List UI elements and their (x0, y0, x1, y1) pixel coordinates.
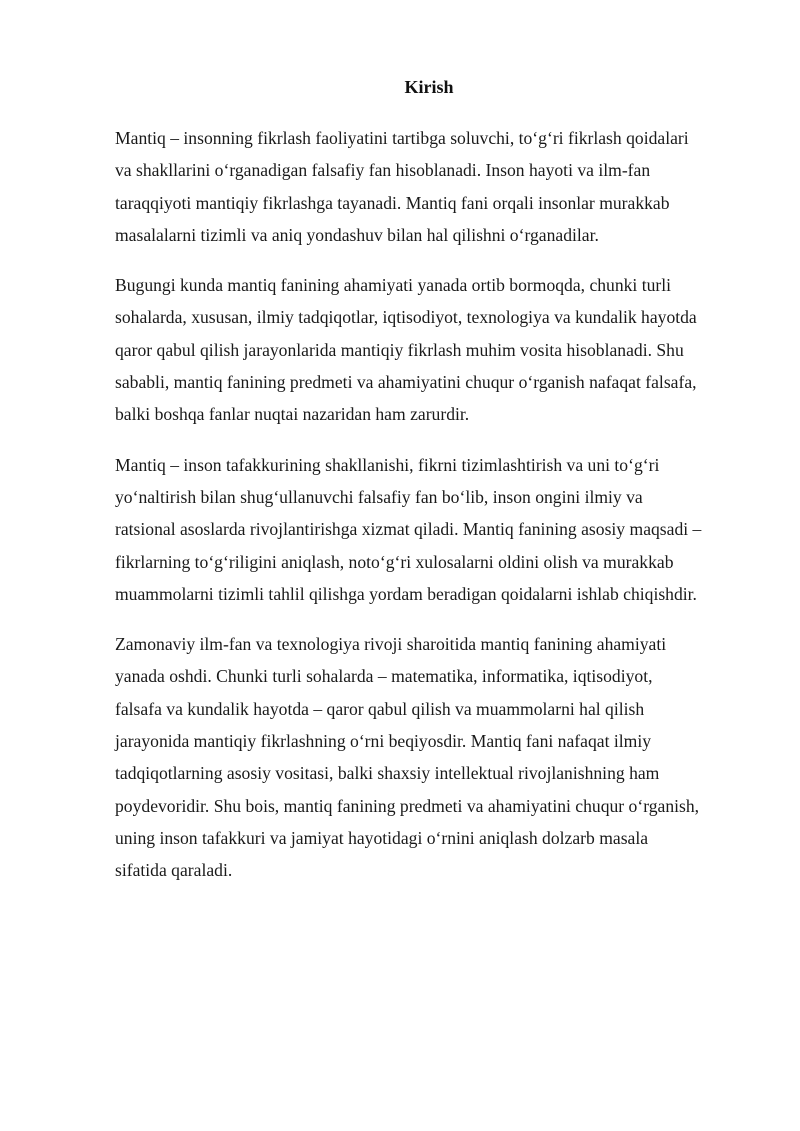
text-line: Mantiq – inson tafakkurining shakllanishi, fikrni tizimlashtirish va uni to‘g‘ri (115, 454, 660, 475)
paragraph-3 (115, 449, 760, 610)
document-body (115, 122, 760, 905)
text-line: poydevoridir. Shu bois, mantiq fanining predmeti va ahamiyatini chuqur o‘rganish, (115, 795, 700, 816)
text-line: falsafa va kundalik hayotda – qaror qabul qilish va muammolarni hal qilish (115, 698, 645, 719)
paragraph-1 (115, 122, 760, 251)
text-line: fikrlarning to‘g‘riligini aniqlash, noto‘g‘ri xulosalarni oldini olish va murakkab (115, 551, 674, 572)
paragraph-2 (115, 269, 760, 430)
text-line: Zamonaviy ilm-fan va texnologiya rivoji sharoitida mantiq fanining ahamiyati (115, 634, 667, 655)
text-line: va shakllarini o‘rganadigan falsafiy fan hisoblanadi. Inson hayoti va ilm-fan (115, 160, 651, 181)
text-line: tadqiqotlarning asosiy vositasi, balki shaxsiy intellektual rivojlanishning ham (115, 763, 660, 784)
text-line: uning inson tafakkuri va jamiyat hayotidagi o‘rnini aniqlash dolzarb masala (115, 827, 649, 848)
text-line: taraqqiyoti mantiqiy fikrlashga tayanadi. Mantiq fani orqali insonlar murakkab (115, 192, 670, 213)
text-line: yanada oshdi. Chunki turli sohalarda – matematika, informatika, iqtisodiyot, (115, 666, 653, 687)
text-line: yo‘naltirish bilan shug‘ullanuvchi falsafiy fan bo‘lib, inson ongini ilmiy va (115, 486, 643, 507)
paragraph-4 (115, 628, 760, 886)
text-line: Bugungi kunda mantiq fanining ahamiyati yanada ortib bormoqda, chunki turli (115, 275, 672, 296)
text-line: qaror qabul qilish jarayonlarida mantiqiy fikrlash muhim vosita hisoblanadi. Shu (115, 339, 684, 360)
document-title: Kirish (404, 77, 454, 97)
text-line: muammolarni tizimli tahlil qilishga yordam beradigan qoidalarni ishlab chiqishdir. (115, 583, 697, 604)
text-line: ratsional asoslarda rivojlantirishga xizmat qiladi. Mantiq fanining asosiy maqsadi – (115, 519, 702, 540)
text-line: sababli, mantiq fanining predmeti va ahamiyatini chuqur o‘rganish nafaqat falsafa, (115, 372, 697, 393)
text-line: masalalarni tizimli va aniq yondashuv bilan hal qilishni o‘rganadilar. (115, 224, 599, 245)
text-line: sifatida qaraladi. (115, 860, 233, 881)
text-line: sohalarda, xususan, ilmiy tadqiqotlar, iqtisodiyot, texnologiya va kundalik hayotda (115, 307, 697, 328)
text-line: jarayonida mantiqiy fikrlashning o‘rni beqiyosdir. Mantiq fani nafaqat ilmiy (115, 731, 651, 752)
text-line: Mantiq – insonning fikrlash faoliyatini tartibga soluvchi, to‘g‘ri fikrlash qoidalari (115, 128, 689, 148)
text-line: balki boshqa fanlar nuqtai nazaridan ham zarurdir. (115, 404, 470, 425)
